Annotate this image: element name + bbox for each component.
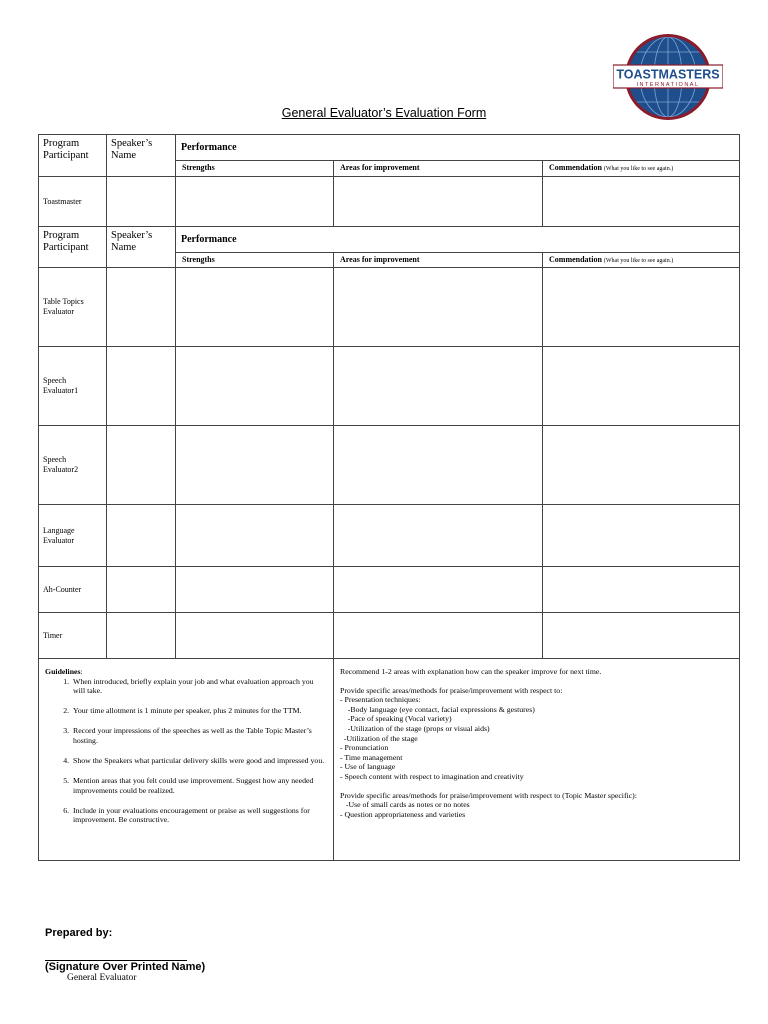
speaker-name-cell[interactable] bbox=[107, 177, 176, 227]
recommend-provide-1: Provide specific areas/methods for praise/improvement with respect to: bbox=[340, 685, 563, 695]
list-item: -Utilization of the stage (props or visual aids) bbox=[340, 723, 490, 733]
header-areas: Areas for improvement bbox=[334, 161, 543, 177]
list-item: - Presentation techniques: bbox=[340, 695, 421, 705]
header-commendation: Commendation (What you like to see again.) bbox=[543, 161, 740, 177]
logo-text: TOASTMASTERS bbox=[616, 67, 720, 82]
evaluation-table bbox=[38, 134, 740, 861]
speaker-name-cell[interactable] bbox=[107, 268, 176, 347]
list-item: - Pronunciation bbox=[340, 743, 389, 753]
header-strengths: Strengths bbox=[176, 161, 334, 177]
list-item: - Speech content with respect to imagination and creativity bbox=[340, 771, 524, 781]
guidelines-heading: Guidelines: bbox=[45, 667, 83, 676]
row-label: Timer bbox=[39, 613, 107, 659]
guideline-item: 2. Your time allotment is 1 minute per speaker, plus 2 minutes for the TTM. bbox=[71, 706, 327, 716]
header-speakers-name: Speaker’s Name bbox=[107, 135, 176, 177]
table-row bbox=[39, 567, 740, 613]
row-label: Table Topics Evaluator bbox=[39, 268, 107, 347]
strengths-cell[interactable] bbox=[176, 347, 334, 426]
speaker-name-cell[interactable] bbox=[107, 505, 176, 567]
header-program-participant: Program Participant bbox=[39, 227, 107, 268]
strengths-cell[interactable] bbox=[176, 268, 334, 347]
guideline-item: 1. When introduced, briefly explain your job and what evaluation approach you will take. bbox=[71, 677, 327, 696]
speaker-name-cell[interactable] bbox=[107, 613, 176, 659]
header-areas: Areas for improvement bbox=[334, 253, 543, 268]
header-speakers-name: Speaker’s Name bbox=[107, 227, 176, 268]
areas-cell[interactable] bbox=[334, 613, 543, 659]
areas-cell[interactable] bbox=[334, 268, 543, 347]
areas-cell[interactable] bbox=[334, 505, 543, 567]
table-row bbox=[39, 177, 740, 227]
areas-cell[interactable] bbox=[334, 567, 543, 613]
strengths-cell[interactable] bbox=[176, 613, 334, 659]
commendation-cell[interactable] bbox=[543, 347, 740, 426]
commendation-cell[interactable] bbox=[543, 613, 740, 659]
row-label: Toastmaster bbox=[39, 177, 107, 227]
table-row bbox=[39, 505, 740, 567]
speaker-name-cell[interactable] bbox=[107, 567, 176, 613]
row-label: Speech Evaluator1 bbox=[39, 347, 107, 426]
prepared-by-label: Prepared by: bbox=[45, 927, 113, 939]
commendation-cell[interactable] bbox=[543, 426, 740, 505]
signature-role: General Evaluator bbox=[67, 973, 137, 983]
strengths-cell[interactable] bbox=[176, 426, 334, 505]
header-program-participant: Program Participant bbox=[39, 135, 107, 177]
logo-subtext: INTERNATIONAL bbox=[636, 82, 700, 88]
header-strengths: Strengths bbox=[176, 253, 334, 268]
row-label: Speech Evaluator2 bbox=[39, 426, 107, 505]
commendation-cell[interactable] bbox=[543, 567, 740, 613]
speaker-name-cell[interactable] bbox=[107, 347, 176, 426]
guideline-item: 6. Include in your evaluations encouragement or praise as well suggestions for improvement. Be constructive. bbox=[71, 806, 327, 825]
commendation-cell[interactable] bbox=[543, 177, 740, 227]
table-row bbox=[39, 347, 740, 426]
speaker-name-cell[interactable] bbox=[107, 426, 176, 505]
table-row bbox=[39, 613, 740, 659]
guideline-item: 3. Record your impressions of the speeches as well as the Table Topic Master’s hosting. bbox=[71, 726, 327, 745]
recommend-provide-2: Provide specific areas/methods for praise/improvement with respect to (Topic Master specific): bbox=[340, 790, 637, 800]
list-item: - Time management bbox=[340, 752, 403, 762]
list-item: - Question appropriateness and varieties bbox=[340, 809, 466, 819]
list-item: -Body language (eye contact, facial expressions & gestures) bbox=[340, 704, 535, 714]
signature-label: (Signature Over Printed Name) bbox=[45, 961, 206, 973]
commendation-cell[interactable] bbox=[543, 505, 740, 567]
header-performance: Performance bbox=[176, 227, 740, 253]
recommendations-cell bbox=[334, 659, 740, 861]
header-performance: Performance bbox=[176, 135, 740, 161]
header-commendation: Commendation (What you like to see again.) bbox=[543, 253, 740, 268]
areas-cell[interactable] bbox=[334, 426, 543, 505]
recommend-intro: Recommend 1-2 areas with explanation how can the speaker improve for next time. bbox=[340, 667, 602, 676]
list-item: -Use of small cards as notes or no notes bbox=[340, 800, 470, 810]
list-item: -Pace of speaking (Vocal variety) bbox=[340, 714, 452, 724]
list-item: -Utilization of the stage bbox=[340, 733, 418, 743]
guideline-item: 4. Show the Speakers what particular delivery skills were good and impressed you. bbox=[71, 756, 327, 766]
guidelines-cell bbox=[39, 659, 334, 861]
strengths-cell[interactable] bbox=[176, 505, 334, 567]
row-label: Ah-Counter bbox=[39, 567, 107, 613]
list-item: - Use of language bbox=[340, 762, 396, 772]
table-row bbox=[39, 268, 740, 347]
strengths-cell[interactable] bbox=[176, 177, 334, 227]
form-title: General Evaluator’s Evaluation Form bbox=[281, 106, 487, 120]
guidelines-list bbox=[45, 677, 327, 825]
areas-cell[interactable] bbox=[334, 347, 543, 426]
commendation-cell[interactable] bbox=[543, 268, 740, 347]
row-label: Language Evaluator bbox=[39, 505, 107, 567]
table-row bbox=[39, 426, 740, 505]
guideline-item: 5. Mention areas that you felt could use improvement. Suggest how any needed improvements could be realized. bbox=[71, 776, 327, 795]
areas-cell[interactable] bbox=[334, 177, 543, 227]
strengths-cell[interactable] bbox=[176, 567, 334, 613]
